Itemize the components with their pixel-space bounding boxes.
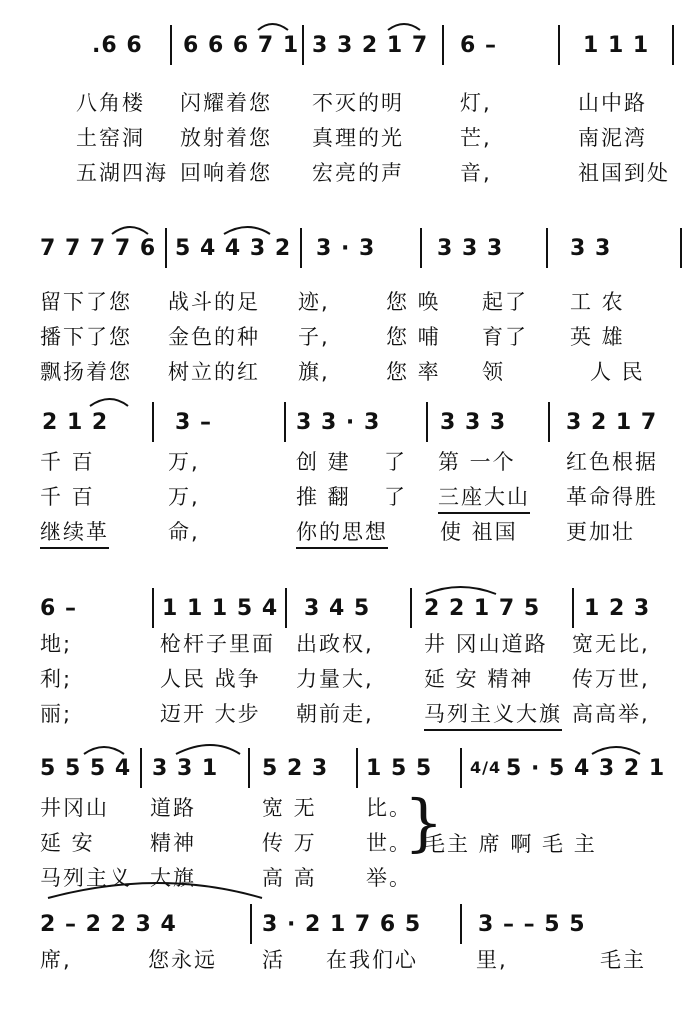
measure: 3 · 2 1 7 6 5 <box>262 912 422 937</box>
measure: 1 1 1 <box>583 33 650 58</box>
measure: 7 7 7 7 6 <box>40 236 157 261</box>
measure: 3 3 2 1 7 <box>312 33 429 58</box>
measure: 1 5 5 <box>366 756 433 781</box>
brace-icon: } <box>404 786 444 859</box>
measure: 3 3 3 <box>437 236 504 261</box>
measure: 5 · 5 4 3 2 1 <box>506 756 666 781</box>
measure: 3 – – 5 5 <box>478 912 586 937</box>
measure: 2 – 2 2 3 4 <box>40 912 177 937</box>
measure: 3 3 1 <box>152 756 219 781</box>
measure: 3 4 5 <box>304 596 371 621</box>
measure: 5 4 4 3 2 <box>175 236 292 261</box>
refrain-lyric: 毛主 席 啊 毛 主 <box>424 832 597 856</box>
measure: 2 1 2 <box>42 410 109 435</box>
measure: 6 – <box>40 596 77 621</box>
measure: 3 3 3 <box>440 410 507 435</box>
measure: 5 2 3 <box>262 756 329 781</box>
measure: 5 5 5 4 <box>40 756 132 781</box>
measure: 3 2 1 7 <box>566 410 658 435</box>
measure: 2 2 1 7 5 <box>424 596 541 621</box>
measure: 3 3 <box>570 236 612 261</box>
time-signature: 4/4 <box>470 758 502 777</box>
measure: 3 – <box>175 410 212 435</box>
measure: 3 · 3 <box>316 236 376 261</box>
measure: 1 1 1 5 4 <box>162 596 279 621</box>
measure: 1 2 3 <box>584 596 651 621</box>
measure: 3 3 · 3 <box>296 410 381 435</box>
measure: 6 – <box>460 33 497 58</box>
measure: 6 6 6 7 1 <box>183 33 300 58</box>
measure: .6 6 <box>92 33 143 58</box>
